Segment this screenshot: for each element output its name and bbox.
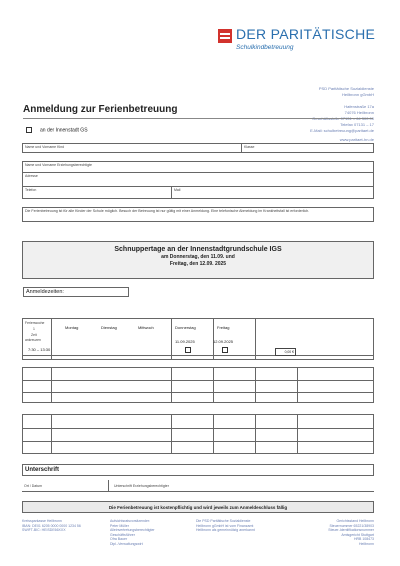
org-web: www.paritaet-hn.de: [339, 137, 374, 142]
schnuppertage-banner: [22, 241, 374, 279]
phone-label: Telefon: [25, 188, 37, 192]
banner-line2: Freitag, den 12.09. 2025: [169, 261, 227, 267]
day-wednesday: Mittwoch: [138, 325, 154, 330]
footer-note: Die Ferienbetreuung ist kostenpflichtig und wird jeweils zum Anmeldeschluss fällig: [22, 501, 374, 513]
price-field: 0,00 €: [275, 348, 296, 356]
footer-registry-line: Steuer-Identifikationsnummer: [328, 528, 374, 533]
class-label: Klasse: [244, 145, 255, 149]
logo-name: DER PARITÄTISCHE: [236, 26, 376, 42]
org-street: Hafenstraße 17a: [344, 104, 374, 109]
empty-grid-2: [22, 414, 374, 454]
banner-line1: am Donnerstag, den 11.09. und: [161, 254, 235, 260]
footer-charity: [196, 519, 255, 533]
day-tuesday: Dienstag: [101, 325, 117, 330]
signature-label: Unterschrift Erziehungsberechtigter: [114, 484, 169, 488]
week-label: Ferienwoche: [25, 321, 45, 325]
footer-mgmt-line: Aufsichtsratsvorsitzender:: [110, 519, 151, 523]
footer-registry-line: HRB 108473: [353, 537, 374, 542]
email-label: Mail: [174, 188, 181, 192]
footer-mgmt-line: Peter Müller: [110, 523, 129, 528]
place-date-label: Ort / Datum: [24, 484, 43, 488]
time-slot: 7:30 – 13:30: [28, 347, 51, 352]
footer-registry-line: Steuernummer 65221/38903: [329, 523, 374, 528]
school-checkbox[interactable]: [26, 127, 32, 133]
signature-row[interactable]: [22, 480, 374, 492]
footer-mgmt-line: Dipl.-Verwaltungswirt: [110, 541, 143, 546]
org-phone: Geschäftsstelle 07131 – 64 300 00: [312, 116, 374, 121]
name-row[interactable]: [22, 143, 374, 153]
footer-bank-line: IBAN: DE01 6205 0000 0000 1234 56: [22, 523, 81, 528]
paritaet-logo-icon: [218, 29, 232, 43]
anmeldezeiten-label: Anmeldezeiten:: [23, 287, 129, 297]
day-monday: Montag: [65, 325, 79, 330]
organisation-address: [266, 86, 374, 143]
title-divider: [23, 118, 373, 119]
parent-name-label: Name und Vorname Erziehungsberechtigte: [25, 163, 92, 167]
banner-heading: Schnuppertage an der Innenstadtgrundschule IGS: [114, 246, 282, 253]
school-option[interactable]: [26, 127, 88, 133]
footer-mgmt-line: Alleinvertretungsberechtigter: [110, 528, 155, 533]
footer-bank: [22, 519, 81, 533]
time-label: Zeit: [31, 333, 37, 337]
footer-charity-line: Heilbronn als gemeinnützig anerkannt: [196, 528, 255, 533]
day-friday: Freitag: [217, 325, 230, 330]
page-title: Anmeldung zur Ferienbetreuung: [23, 104, 178, 115]
logo-subtitle: Schulkindbetreuung: [236, 44, 294, 51]
footer-mgmt-line: Ofra Bauer: [110, 537, 128, 542]
contact-block[interactable]: [22, 161, 374, 199]
empty-grid-1: [22, 367, 374, 403]
footer-charity-line: Die PSD Paritätische Sozialdienste: [196, 519, 251, 523]
date-friday: 12.09.2025: [213, 339, 234, 344]
address-label: Adresse: [25, 174, 38, 178]
date-thursday: 11.09.2025: [175, 339, 195, 344]
notice-text: Die Ferienbetreuung ist für alle Kinder der Schule möglich. Besuch der Betreuung ist nur gültig mit einer Anmeldung. Eine telefonische Abmeldung im Krankheitsfall ist erforderlich.: [22, 207, 374, 222]
footer-registry: [300, 519, 374, 547]
org-city: 74076 Heilbronn: [344, 110, 374, 115]
school-option-label: an der Innenstadt GS: [40, 127, 88, 134]
footer-bank-line: SWIFT-BIC: HEISDE66XXX: [22, 528, 66, 533]
thursday-checkbox[interactable]: [185, 347, 191, 353]
signature-heading: Unterschrift: [22, 464, 374, 476]
footer-registry-line: Gerichtsstand Heilbronn: [336, 519, 374, 523]
friday-checkbox[interactable]: [222, 347, 228, 353]
footer-bank-line: Kreissparkasse Heilbronn: [22, 519, 62, 523]
org-name2: Heilbronn gGmbH: [341, 92, 374, 97]
org-email: E-Mail: schulbetreuung@paritaet.de: [310, 128, 374, 133]
week-number: 1: [33, 327, 35, 331]
footer-mgmt-line: Geschäftsführer: [110, 532, 135, 537]
day-thursday: Donnerstag: [175, 325, 196, 330]
tick-label: ankreuzen: [25, 338, 41, 342]
footer-registry-line: Heilbronn: [359, 541, 374, 546]
footer-registry-line: Amtsgericht Stuttgart: [341, 532, 374, 537]
footer-charity-line: Heilbronn gGmbH ist vom Finanzamt: [196, 523, 254, 528]
schedule-table: [22, 318, 374, 360]
child-name-label: Name und Vorname Kind: [25, 145, 65, 149]
footer-management: [110, 519, 155, 547]
org-name: PSD Paritätische Sozialdienste: [318, 86, 374, 91]
org-fax: Telefax 07131 – 17: [340, 122, 374, 127]
